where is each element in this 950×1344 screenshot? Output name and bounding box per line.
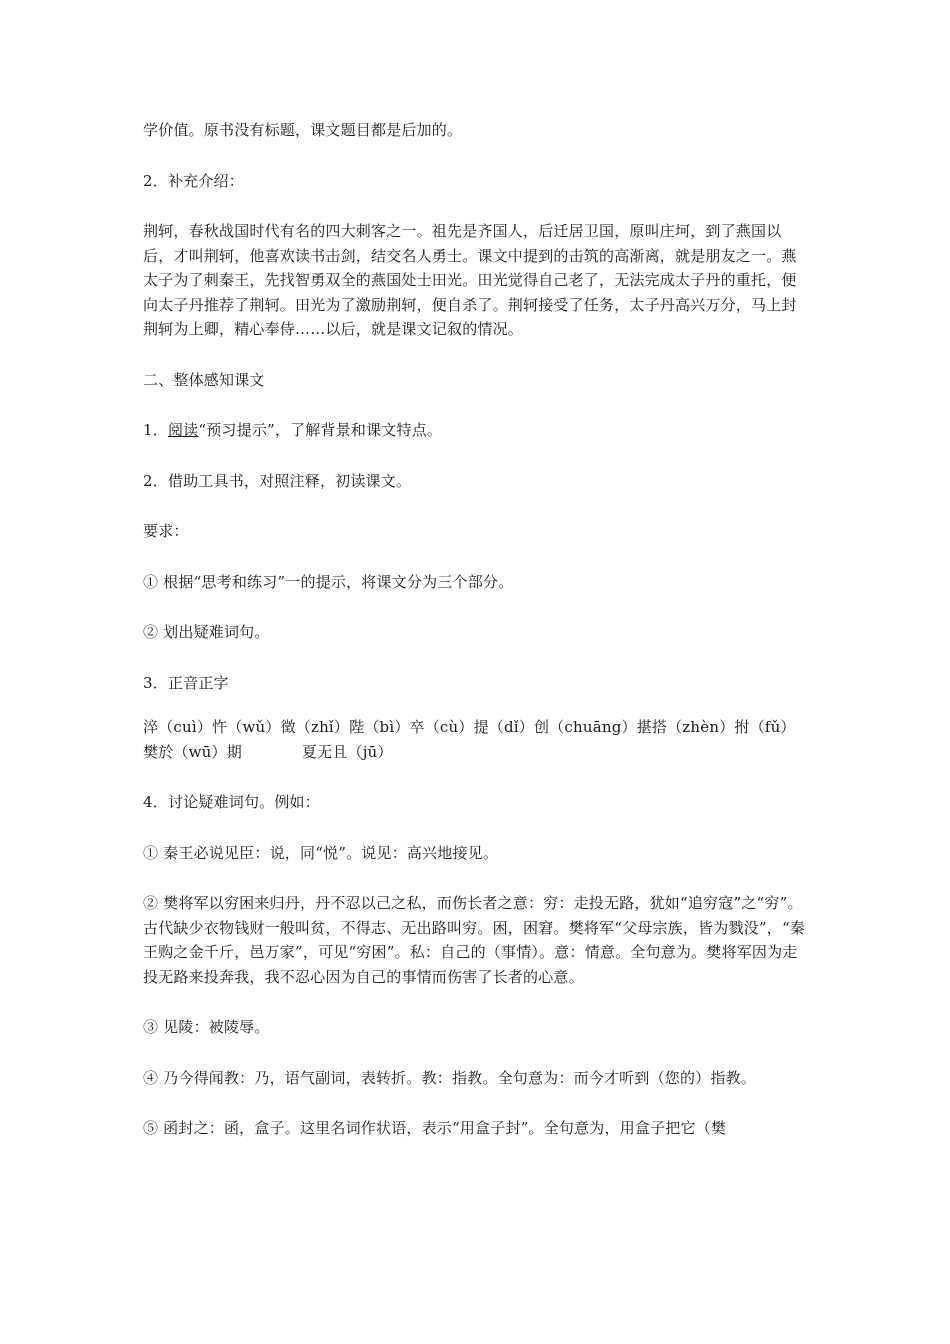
- requirement-mark-difficult: ② 划出疑难词句。: [143, 623, 270, 641]
- step-use-tools: 2．借助工具书，对照注释，初读课文。: [143, 471, 412, 490]
- example-5: ⑤ 函封之：函，盒子。这里名词作状语，表示“用盒子封”。全句意为，用盒子把它（樊: [143, 1119, 727, 1137]
- example-2: ② 樊将军以穷困来归丹，丹不忍以己之私，而伤长者之意：穷：走投无路，犹如“追穷寇”之“穷”。古代缺少衣物钱财一般叫贫，不得志、无出路叫穷。困，困窘。樊将军“父母宗族，皆为戮没”，“秦王购之金千斤，邑万家”，可见“穷困”。私：自己的（事情）。意：情意。全句意为。樊将军因为走投无路来投奔我，我不忍心因为自己的事情而伤害了长者的心意。: [143, 894, 806, 986]
- read-link[interactable]: 阅读: [167, 421, 199, 439]
- example-4: ④ 乃今得闻教：乃，语气副词，表转折。教：指教。全句意为：而今才听到（您的）指教。: [143, 1068, 756, 1087]
- example-3: ③ 见陵：被陵辱。: [143, 1018, 270, 1036]
- pronunciation-list-tail: 夏无且（jū）: [301, 742, 393, 761]
- step-text: “预习提示”，了解背景和课文特点。: [198, 421, 443, 439]
- paragraph-origin-note: 学价值。原书没有标题，课文题目都是后加的。: [143, 121, 463, 139]
- requirement-divide-parts: ① 根据“思考和练习”一的提示，将课文分为三个部分。: [143, 572, 514, 591]
- step-number: 1．: [143, 421, 168, 439]
- pronunciation-list: [143, 715, 810, 764]
- paragraph-jingke-bio: 荆轲，春秋战国时代有名的四大刺客之一。祖先是齐国人，后迁居卫国，原叫庄坷，到了燕国以后，才叫荆轲，他喜欢读书击剑，结交名人勇士。课文中提到的击筑的高渐离，就是朋友之一。燕太子为了刺秦王，先找智勇双全的燕国处士田光。田光觉得自己老了，无法完成太子丹的重托，便向太子丹推荐了荆轲。田光为了激励荆轲，便自杀了。荆轲接受了任务，太子丹高兴万分，马上封荆轲为上卿，精心奉侍……以后，就是课文记叙的情况。: [143, 222, 797, 338]
- requirements-label: 要求：: [143, 522, 189, 540]
- step-discuss: 4．讨论疑难词句。例如：: [143, 793, 320, 811]
- example-1: ① 秦王必说见臣：说，同“悦”。说见：高兴地接见。: [143, 843, 499, 862]
- step-read-preview: [143, 418, 810, 443]
- heading-supplement: 2．补充介绍：: [143, 171, 244, 190]
- pronunciation-list-main: 淬（cuì）忤（wǔ）徵（zhǐ）陛（bì）卒（cù）提（dǐ）创（chuāng）揕搭（zhèn）拊（fǔ）樊於（wū）期: [143, 718, 796, 761]
- section-heading-overall: 二、整体感知课文: [143, 370, 265, 389]
- step-pronunciation: 3．正音正字: [143, 673, 229, 692]
